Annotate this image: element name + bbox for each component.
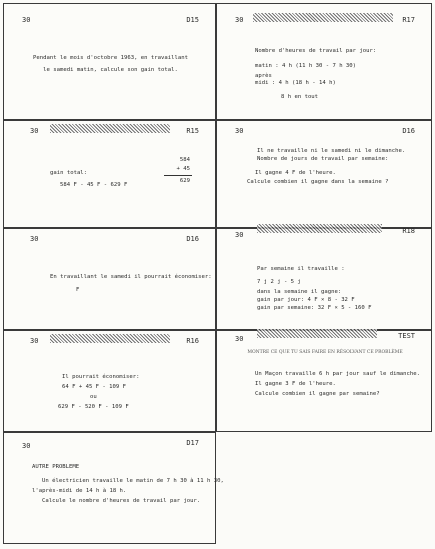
text-line: Il pourrait économiser: [62,374,140,380]
sum-term: 584 [179,157,190,163]
hatched-band [257,224,382,233]
card-code: D17 [186,439,199,447]
card-d15 [3,3,216,120]
text-line: 584 F - 45 F - 629 F [60,182,128,188]
card-number: 30 [22,442,31,450]
text-line: Il gagne 3 F de l'heure. [255,381,336,387]
text-line: Calcule combien il gagne dans la semaine ? [247,179,389,185]
text-line: l'après-midi de 14 h à 18 h. [32,488,127,494]
card-number: 30 [30,235,39,243]
card-r15 [3,120,216,228]
card-d16-b [3,228,216,330]
text-line: gain par semaine: 32 F × 5 - 160 F [257,305,372,311]
card-number: 30 [30,127,39,135]
card-number: 30 [235,231,244,239]
card-code: R17 [402,16,415,24]
card-number: 30 [235,127,244,135]
text-line: Pendant le mois d'octobre 1963, en travaillant [33,55,188,61]
hatched-band [257,329,377,338]
sum-rule [164,175,192,176]
text-line: Calcule combien il gagne par semaine? [255,391,380,397]
card-code: R16 [186,337,199,345]
text-line: dans la semaine il gagne: [257,289,342,295]
text-line: F [76,287,80,293]
sum-total: 629 [179,178,190,184]
test-heading: MONTRE CE QUE TU SAIS FAIRE EN RÉSOLVANT CE PROBLÈME [247,350,403,355]
text-line: Nombre d'heures de travail par jour: [255,48,377,54]
text-line: le samedi matin, calcule son gain total. [43,67,178,73]
text-line: Il ne travaille ni le samedi ni le dimanche. [257,148,406,154]
text-line: après [255,73,272,79]
text-line: Un électricien travaille le matin de 7 h 30 à 11 h 30, [42,478,224,484]
card-code: D16 [402,127,415,135]
card-number: 30 [235,335,244,343]
card-code: R18 [402,227,415,235]
card-number: 30 [235,16,244,24]
text-line: 64 F + 45 F - 109 F [62,384,126,390]
text-line: AUTRE PROBLEME [32,464,80,470]
text-line: 7 j 2 j - 5 j [257,279,301,285]
card-number: 30 [30,337,39,345]
card-code: D16 [186,235,199,243]
sum-term: + 45 [176,166,190,172]
text-line: Nombre de jours de travail par semaine: [257,156,389,162]
text-line: matin : 4 h (11 h 30 - 7 h 30) [255,63,357,69]
card-number: 30 [22,16,31,24]
hatched-band [50,334,170,343]
text-line: 8 h en tout [281,94,319,100]
text-line: En travaillant le samedi il pourrait économiser: [50,274,212,280]
text-line: Par semaine il travaille : [257,266,345,272]
hatched-band [253,13,393,22]
card-r17 [216,3,432,120]
text-line: Un Maçon travaille 6 h par jour sauf le dimanche. [255,371,421,377]
hatched-band [50,124,170,133]
text-line: gain total: [50,170,88,176]
text-line: Calcule le nombre d'heures de travail par jour. [42,498,201,504]
card-d17 [3,432,224,544]
text-line: gain par jour: 4 F × 8 - 32 F [257,297,355,303]
card-r18 [216,228,432,330]
card-code: D15 [186,16,199,24]
card-r16 [3,330,216,432]
text-line: ou [90,394,97,400]
text-line: 629 F - 520 F - 109 F [58,404,129,410]
card-d16-a [216,120,432,228]
card-code: R15 [186,127,199,135]
text-line: Il gagne 4 F de l'heure. [255,170,336,176]
text-line: midi : 4 h (18 h - 14 h) [255,80,336,86]
card-code: TEST [398,332,415,340]
card-test [216,330,432,432]
